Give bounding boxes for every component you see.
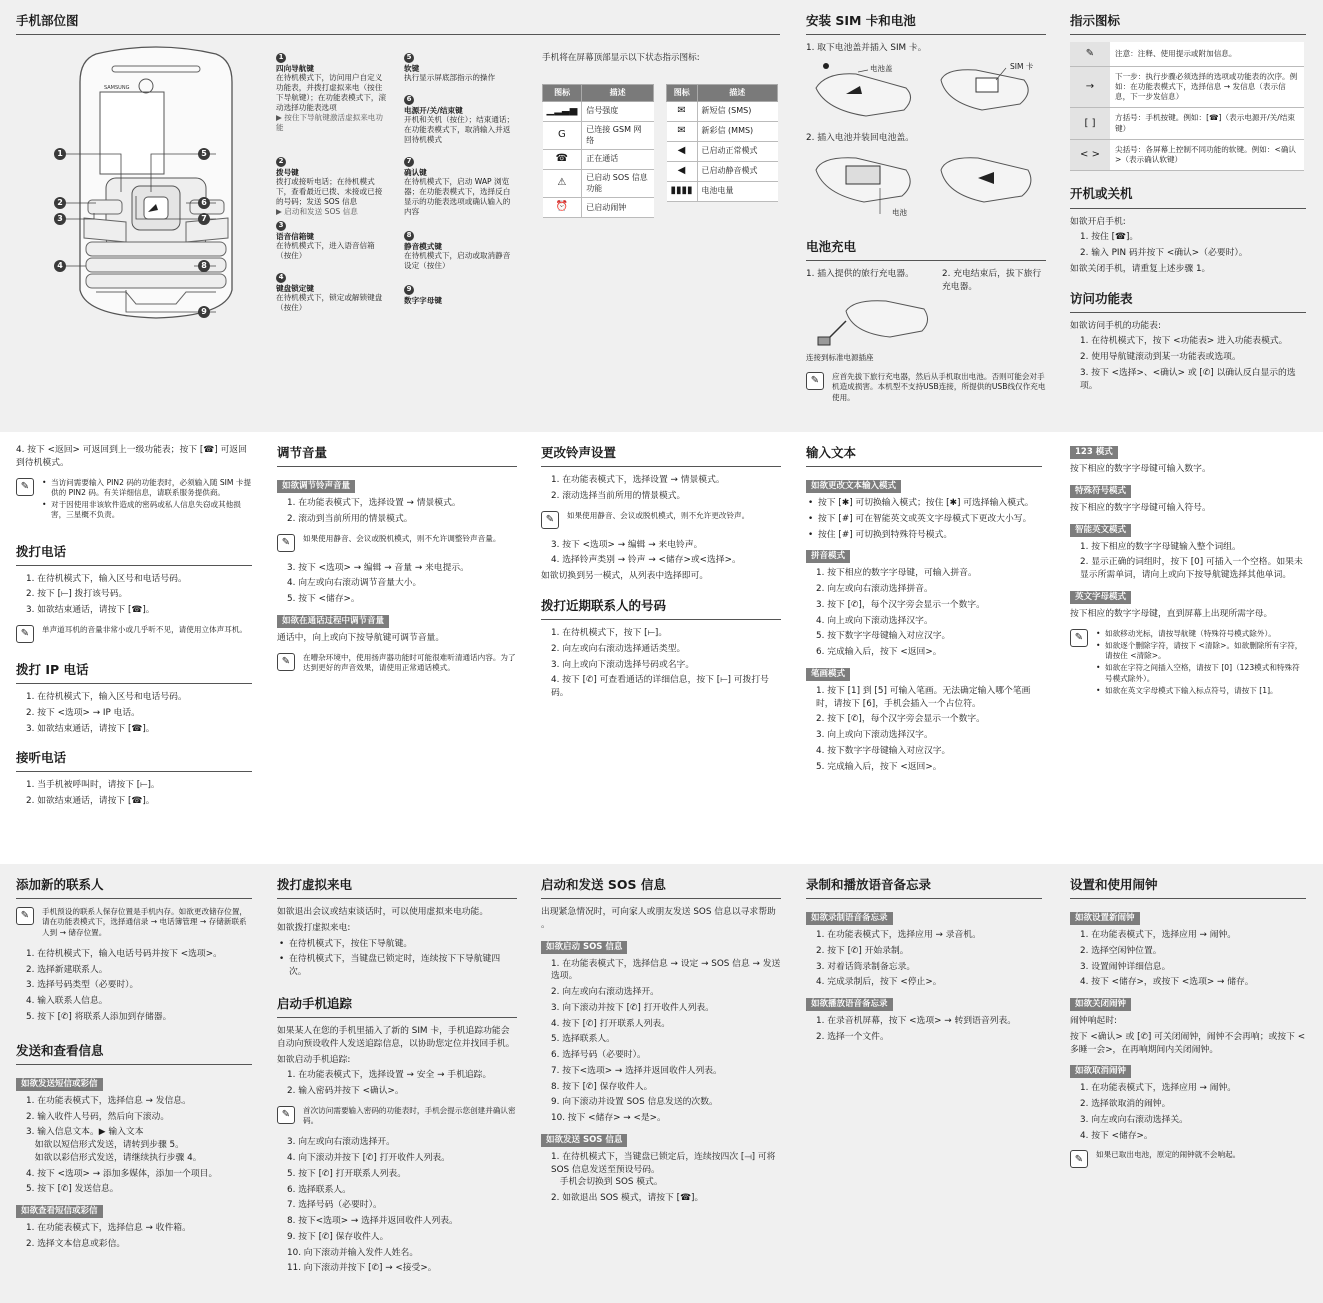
battery-label: 电池 [892, 208, 907, 217]
col-call: 4. 按下 <返回> 可返回到上一级功能表；按下 [☎] 可返回到待机模式。 ✎ • 当访问需要输入 PIN2 码的功能表时，必须输入随 SIM 卡提供的 PIN2 码。有关详细信息，请联系服务提供商。 • 对于因使用非该软件造成的密码或私人信息失窃或其他损害，三星概不负责。 拨打电话 1. 在待机模式下，输入区号和电话号码。 2. 按下 [⟝] 拨打该号码。 3. 如欲结束通话，请按下 [☎]。 ✎ 单声道耳机的音量非常小或几乎听不见，请使用立体声耳机。 拨打 IP 电话 1. 在待机模式下，输入区号和电话号码。 2. 按下 <选项> → IP 电话。 3. 如欲结束通话，请按下 [☎]。 接听电话 1. 当手机被呼叫时，请按下 [⟝]。 2. 如欲结束通话，请按下 [☎]。 [16, 432, 252, 811]
status-icons-table-right: 图标 描述 ✉ 新短信 (SMS) ✉ 新彩信 (MMS) ◀ 已启动正常模式 ◀ 已启动静音模式 ▮▮▮▮ 电池电量 [666, 84, 778, 202]
mms-icon: ✉ [667, 121, 698, 141]
band-bottom [0, 864, 1323, 1303]
battery-insert-illustration [806, 148, 1046, 220]
col-modes: 123 模式 按下相应的数字字母键可输入数字。 特殊符号模式 按下相应的数字字母键可输入符号。 智能英文模式 1. 按下相应的数字字母键输入整个词组。 2. 显示正确的词组时，按下 [0] 可插入一个空格。如果未显示所需单词，请向上或向下按导航键选择其他单词。 英文字母模式 按下相应的数字字母键，直到屏幕上出现所需字母。 ✎ • 如欲移动光标，请按导航键（特殊符号模式除外）。 • 如欲逐个删除字符，请按下 <清除>。如欲删除所有字符，请按住 <清除>。 • 如欲在字符之间插入空格，请按下 [0]（123模式和特殊符号模式除外）。 • 如欲在英文字母模式下输入标点符号，请按下 [1]。 [1070, 432, 1306, 708]
charge-note: ✎ 应首先拔下旅行充电器，然后从手机取出电池。否则可能会对手机造成损害。本机型不支持USB连接，所提供的USB线仅作充电使用。 [806, 372, 1046, 403]
alarm-note: ✎ 如果已取出电池，原定的闹钟就不会响起。 [1070, 1150, 1306, 1168]
charger-caption: 连接到标准电源插座 [806, 353, 874, 363]
angle-icon: < > [1070, 139, 1110, 171]
note-icon: ✎ [1070, 629, 1088, 647]
band-middle [0, 432, 1323, 864]
volume-title: 调节音量 [277, 444, 517, 467]
key-1: 1 四向导航键 在待机模式下，访问用户自定义功能表，并拨打虚拟来电（按住下导航键）；在功能表模式下，滚动选择功能表选项 ▶ 按住下导航键激活虚拟来电功能 [276, 53, 387, 132]
contact-note: ✎ 手机预设的联系人保存位置是手机内存。如欲更改储存位置，请在功能表模式下，选择通信录 → 电话簿管理 → 存储新联系人到 → 储存位置。 [16, 907, 252, 938]
note-icon: ✎ [1070, 42, 1110, 66]
key-3: 3 语音信箱键 在待机模式下，进入语音信箱（按住） [276, 221, 375, 261]
answer-title: 接听电话 [16, 749, 252, 772]
key-4: 4 键盘锁定键 在待机模式下，锁定或解锁键盘（按住） [276, 273, 383, 313]
sim-section: 安装 SIM 卡和电池 1. 取下电池盖并插入 SIM 卡。 电池盖 SIM 卡 2. 插入电池并装回电池盖。 电池 电池充电 1. 插入提供的旅行充电器。 2. 充电结束后，拔下旅行充电器。 连接到标准电源插座 ✎ 应首先拔下旅行充电器，然后从手机取出电池。否则可能会对手机造成损害。本机型不支持USB连接，所提供的USB线仅作充电使用。 [806, 13, 1046, 402]
parts-section [16, 0, 780, 317]
sms-icon: ✉ [667, 101, 698, 121]
arrow-icon: → [1070, 66, 1110, 108]
power-title: 开机或关机 [1070, 185, 1306, 208]
col-contact: 添加新的联系人 ✎ 手机预设的联系人保存位置是手机内存。如欲更改储存位置，请在功能表模式下，选择通信录 → 电话簿管理 → 存储新联系人到 → 储存位置。 1. 在待机模式下，输入电话号码并按下 <选项>。 2. 选择新建联系人。 3. 选择号码类型（必要时）。 4. 输入联系人信息。 5. 按下 [✆] 将联系人添加到存储器。 发送和查看信息 如欲发送短信或彩信 1. 在功能表模式下，选择信息 → 发信息。 2. 输入收件人号码，然后向下滚动。 3. 输入信息文本。▶ 输入文本 如欲以短信形式发送，请转到步骤 5。 如欲以彩信形式发送，请继续执行步骤 4。 4. 按下 <选项> → 添加多媒体，添加一个项目。 5. 按下 [✆] 发送信息。 如欲查看短信或彩信 1. 在功能表模式下，选择信息 → 收件箱。 2. 选择文本信息或彩信。 [16, 864, 252, 1254]
charger-illustration [806, 297, 946, 349]
call-icon: ☎ [543, 149, 582, 169]
signal-icon: ▁▂▃▅ [543, 101, 582, 121]
fake-call-title: 拨打虚拟来电 [277, 876, 517, 899]
col-sos: 启动和发送 SOS 信息 出现紧急情况时，可向家人或朋友发送 SOS 信息以寻求帮助 。 如欲启动 SOS 信息 1. 在功能表模式下，选择信息 → 设定 → SOS 信息 → 发送选项。 2. 向左或向右滚动选择开。 3. 向下滚动并按下 [✆] 打开收件人列表。 4. 按下 [✆] 打开联系人列表。 5. 选择联系人。 6. 选择号码（必要时）。 7. 按下<选项> → 选择并返回收件人列表。 8. 按下 [✆] 保存收件人。 9. 向下滚动并设置 SOS 信息发送的次数。 10. 按下 <储存> → <是>。 如欲发送 SOS 信息 1. 在待机模式下，当键盘已锁定后，连续按四次 [⟞] 可将 SOS 信息发送至预设号码。 手机会切换到 SOS 模式。 2. 如欲退出 SOS 模式，请按下 [☎]。 [541, 877, 781, 1204]
col-alarm: 设置和使用闹钟 如欲设置新闹钟 1. 在功能表模式下，选择应用 → 闹钟。 2. 选择空闲钟位置。 3. 设置闹钟详细信息。 4. 按下 <储存>，或按下 <选项> → 储存。 如欲关闭闹钟 闹钟响起时: 按下 <确认> 或 [✆] 可关闭闹钟，闹钟不会再响；或按下 <多睡一会>，在再响期间内关闭闹钟。 如欲取消闹钟 1. 在功能表模式下，选择应用 → 闹钟。 2. 选择欲取消的闹钟。 3. 向左或向右滚动选择关。 4. 按下 <储存>。 ✎ 如果已取出电池，原定的闹钟就不会响起。 [1070, 864, 1306, 1178]
tracker-note: ✎ 首次访问需要输入密码的功能表时，手机会提示您创建并确认密码。 [277, 1106, 517, 1127]
col-fake-call: 拨打虚拟来电 如欲退出会议或结束谈话时，可以使用虚拟来电功能。 如欲拨打虚拟来电: • 在待机模式下，按住下导航键。 • 在待机模式下，当键盘已锁定时，连续按下下导航键四次。 启动手机追踪 如果某人在您的手机里插入了新的 SIM 卡，手机追踪功能会自动向预设收件人发送追踪信息，以协助您定位并找回手机。 如欲启动手机追踪: 1. 在功能表模式下，选择设置 → 安全 → 手机追踪。 2. 输入密码并按下 <确认>。 ✎ 首次访问需要输入密码的功能表时，手机会提示您创建并确认密码。 3. 向左或向右滚动选择开。 4. 向下滚动并按下 [✆] 打开收件人列表。 5. 按下 [✆] 打开联系人列表。 6. 选择联系人。 7. 选择号码（必要时）。 8. 按下<选项> → 选择并返回收件人列表。 9. 按下 [✆] 保存收件人。 10. 向下滚动并输入发件人姓名。 11. 向下滚动并按下 [✆] → <接受>。 [277, 864, 517, 1278]
battery-icon: ▮▮▮▮ [667, 181, 698, 201]
call-title: 拨打电话 [16, 543, 252, 566]
callout-1: 1 [54, 148, 66, 160]
indicator-table: ✎ 注意：注释、使用提示或附加信息。 → 下一步：执行步骤必须选择的选项或功能表的次序。例如：在功能表模式下，选择信息 → 发信息（表示信息，下一步发信息） [ ] 方括号：手机按键。例如：[☎]（表示电源开/关/结束键） < > 尖括号：各屏幕上控制不同功能的软键。例如：<确认>（表示确认软键） [1070, 42, 1304, 171]
key-9: 9 数字字母键 [404, 285, 442, 305]
volume-note: ✎ 如果使用静音、会议或脱机模式，则不允许调整铃声音量。 [277, 534, 517, 552]
memo-title: 录制和播放语音备忘录 [806, 876, 1042, 899]
ringtone-note: ✎ 如果使用静音、会议或脱机模式，则不允许更改铃声。 [541, 511, 781, 529]
col-input: 输入文本 如欲更改文本输入模式 • 按下 [✱] 可切换输入模式；按住 [✱] 可选择输入模式。 • 按下 [#] 可在智能英文或英文字母模式下更改大小写。 • 按住 [#] 可切换到特殊符号模式。 拼音模式 1. 按下相应的数字字母键，可输入拼音。 2. 向左或向右滚动选择拼音。 3. 按下 [✆]，每个汉字旁会显示一个数字。 4. 向上或向下滚动选择汉字。 5. 按下数字字母键输入对应汉字。 6. 完成输入后，按下 <返回>。 笔画模式 1. 按下 [1] 到 [5] 可输入笔画。无法确定输入哪个笔画时，请按下 [6]，手机会插入一个占位符。 2. 按下 [✆]，每个汉字旁会显示一个数字。 3. 向上或向下滚动选择汉字。 4. 按下数字字母键输入对应汉字。 5. 完成输入后，按下 <返回>。 [806, 432, 1042, 776]
battery-cover-label: 电池盖 [870, 64, 893, 73]
callout-lines [16, 0, 276, 330]
gsm-icon: G [543, 121, 582, 149]
key-6: 6 电源开/关/结束键 开机和关机（按住）；结束通话；在功能表模式下，取消输入并返回待机模式 [404, 95, 515, 145]
charge-title: 电池充电 [806, 238, 1046, 261]
ringtone-title: 更改铃声设置 [541, 444, 781, 467]
note-icon: ✎ [541, 511, 559, 529]
status-intro: 手机将在屏幕顶部显示以下状态指示图标: [542, 53, 700, 63]
ipcall-title: 拨打 IP 电话 [16, 661, 252, 684]
col-volume: 调节音量 如欲调节铃声音量 1. 在功能表模式下，选择设置 → 情景模式。 2. 滚动到当前所用的情景模式。 ✎ 如果使用静音、会议或脱机模式，则不允许调整铃声音量。 3. 按下 <选项> → 编辑 → 音量 → 来电提示。 4. 向左或向右滚动调节音量大小。 5. 按下 <储存>。 如欲在通话过程中调节音量 通话中，向上或向下按导航键可调节音量。 ✎ 在嘈杂环境中，使用扬声器功能时可能很难听清通话内容。为了达到更好的声音效果，请使用正常通话模式。 [277, 445, 516, 672]
input-note: ✎ • 如欲移动光标，请按导航键（特殊符号模式除外）。 • 如欲逐个删除字符，请按下 <清除>。如欲删除所有字符，请按住 <清除>。 • 如欲在字符之间插入空格，请按下 [0]（123模式和特殊符号模式除外）。 • 如欲在英文字母模式下输入标点符号，请按下 [1]。 [1070, 629, 1306, 699]
note-icon: ✎ [277, 1106, 295, 1124]
note-icon: ✎ [277, 653, 295, 671]
sos-icon: ⚠ [543, 169, 582, 197]
band-top [0, 0, 1323, 432]
pin2-note: ✎ • 当访问需要输入 PIN2 码的功能表时，必须输入随 SIM 卡提供的 PIN2 码。有关详细信息，请联系服务提供商。 • 对于因使用非该软件造成的密码或私人信息失窃或其他损害，三星概不负责。 [16, 478, 252, 523]
note-icon: ✎ [16, 478, 34, 496]
key-5: 5 软键 执行显示屏底部指示的操作 [404, 53, 496, 83]
sim-card-label: SIM 卡 [1010, 62, 1034, 71]
parts-title: 手机部位图 [16, 12, 780, 35]
silent-mode-icon: ◀ [667, 161, 698, 181]
alarm-title: 设置和使用闹钟 [1070, 876, 1306, 899]
col-memo: 录制和播放语音备忘录 如欲录制语音备忘录 1. 在功能表模式下，选择应用 → 录音机。 2. 按下 [✆] 开始录制。 3. 对着话筒录制备忘录。 4. 完成录制后，按下 <停止>。 如欲播放语音备忘录 1. 在录音机屏幕，按下 <选项> → 转到语音列表。 2. 选择一个文件。 [806, 864, 1042, 1047]
callout-9: 9 [198, 306, 210, 318]
key-8: 8 静音模式键 在待机模式下，启动或取消静音设定（按住） [404, 231, 511, 271]
sos-title: 启动和发送 SOS 信息 [541, 876, 781, 899]
recent-title: 拨打近期联系人的号码 [541, 597, 781, 620]
callout-2: 2 [54, 197, 66, 209]
callout-4: 4 [54, 260, 66, 272]
tracker-title: 启动手机追踪 [277, 995, 517, 1018]
sim-title: 安装 SIM 卡和电池 [806, 12, 1046, 35]
key-7: 7 确认键 在待机模式下，启动 WAP 浏览器；在功能表模式下，选择反白显示的功能表选项或确认输入的内容 [404, 157, 511, 216]
alarm-icon: ⏰ [543, 197, 582, 217]
note-icon: ✎ [1070, 1150, 1088, 1168]
speaker-note: ✎ 在嘈杂环境中，使用扬声器功能时可能很难听清通话内容。为了达到更好的声音效果，请使用正常通话模式。 [277, 653, 517, 674]
input-title: 输入文本 [806, 444, 1042, 467]
message-title: 发送和查看信息 [16, 1042, 252, 1065]
callout-3: 3 [54, 213, 66, 225]
note-icon: ✎ [16, 907, 34, 925]
bracket-icon: [ ] [1070, 108, 1110, 140]
indicator-title: 指示图标 [1070, 12, 1306, 35]
status-icons-table-left: 图标 描述 ▁▂▃▅ 信号强度 G 已连接 GSM 网络 ☎ 正在通话 ⚠ 已启动 SOS 信息功能 ⏰ 已启动闹钟 [542, 84, 654, 218]
note-icon: ✎ [16, 625, 34, 643]
col-ringtone: 更改铃声设置 1. 在功能表模式下，选择设置 → 情景模式。 2. 滚动选择当前所用的情景模式。 ✎ 如果使用静音、会议或脱机模式，则不允许更改铃声。 3. 按下 <选项> → 编辑 → 来电铃声。 4. 选择铃声类别 → 铃声 → <储存>或<选择>。 如欲切换到另一模式，从列表中选择即可。 拨打近期联系人的号码 1. 在待机模式下，按下 [⟝]。 2. 向左或向右滚动选择通话类型。 3. 向上或向下滚动选择号码或名字。 4. 按下 [✆] 可查看通话的详细信息，按下 [⟝] 可拨打号码。 [541, 432, 781, 703]
menu-title: 访问功能表 [1070, 290, 1306, 313]
svg-text:SAMSUNG: SAMSUNG [104, 85, 130, 91]
note-icon: ✎ [277, 534, 295, 552]
contact-title: 添加新的联系人 [16, 876, 252, 899]
callout-6: 6 [198, 197, 210, 209]
call-note: ✎ 单声道耳机的音量非常小或几乎听不见，请使用立体声耳机。 [16, 625, 252, 643]
callout-5: 5 [198, 148, 210, 160]
callout-8: 8 [198, 260, 210, 272]
callout-7: 7 [198, 213, 210, 225]
key-2: 2 拨号键 拨打或接听电话；在待机模式下，查看最近已拨、未接或已接的号码；发送 SOS 信息 ▶ 启动和发送 SOS 信息 [276, 157, 383, 216]
normal-mode-icon: ◀ [667, 141, 698, 161]
indicator-section: 指示图标 ✎ 注意：注释、使用提示或附加信息。 → 下一步：执行步骤必须选择的选项或功能表的次序。例如：在功能表模式下，选择信息 → 发信息（表示信息，下一步发信息） [ ] 方括号：手机按键。例如：[☎]（表示电源开/关/结束键） < > 尖括号：各屏幕上控制不同功能的软键。例如：<确认>（表示确认软键） 开机或关机 如欲开启手机: 1. 按住 [☎]。 2. 输入 PIN 码并按下 <确认>（必要时）。 如欲关闭手机，请重复上述步骤 1。 访问功能表 如欲访问手机的功能表: 1. 在待机模式下，按下 <功能表> 进入功能表模式。 2. 使用导航键滚动到某一功能表或选项。 3. 按下 <选择>、<确认> 或 [✆] 以确认反白显示的选项。 [1070, 0, 1306, 395]
note-icon: ✎ [806, 372, 824, 390]
